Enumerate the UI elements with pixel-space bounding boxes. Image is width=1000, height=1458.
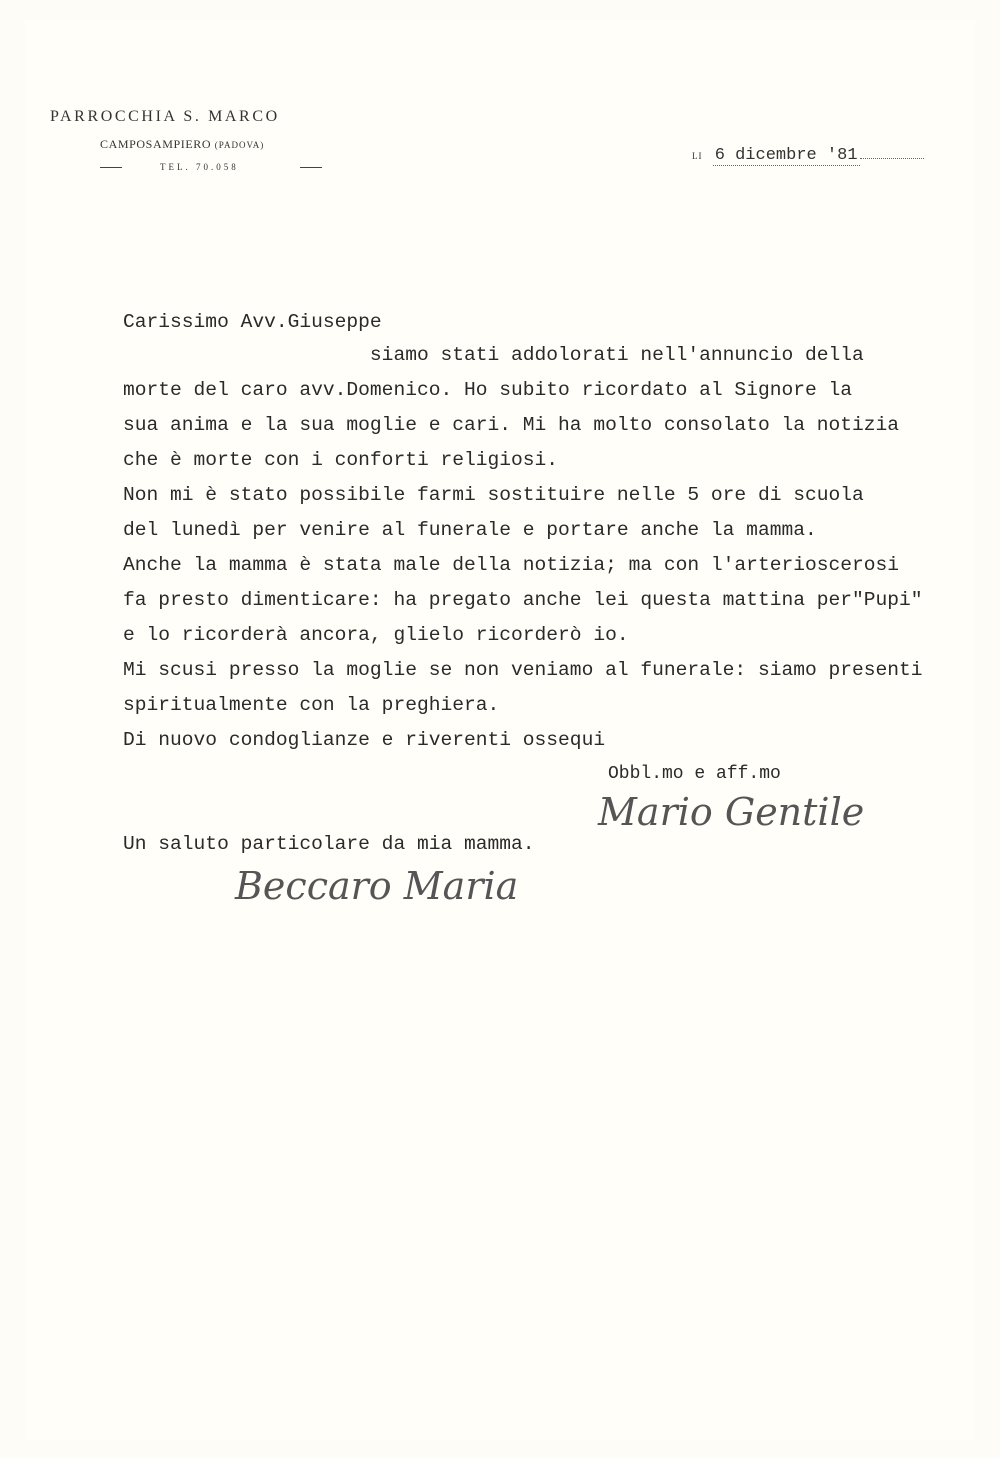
signature-mother: Beccaro Maria <box>235 864 519 908</box>
body-line: del lunedì per venire al funerale e portare anche la mamma. <box>123 519 817 541</box>
letterhead-town-name: CAMPOSAMPIERO <box>100 137 212 151</box>
letterhead-name: PARROCCHIA S. MARCO <box>50 108 280 125</box>
date-value: 6 dicembre '81 <box>714 146 858 165</box>
divider <box>100 167 122 168</box>
body-line: spiritualmente con la preghiera. <box>123 694 500 716</box>
letterhead-province: (PADOVA) <box>214 140 265 150</box>
body-line: morte del caro avv.Domenico. Ho subito ricordato al Signore la <box>123 379 853 401</box>
letterhead-town <box>100 137 264 152</box>
body-line: Non mi è stato possibile farmi sostituire nelle 5 ore di scuola <box>123 484 864 506</box>
letterhead-tel: TEL. 70.058 <box>160 162 239 172</box>
body-line: e lo ricorderà ancora, glielo ricorderò io. <box>123 624 629 646</box>
postscript: Un saluto particolare da mia mamma. <box>123 833 535 855</box>
body-line: Di nuovo condoglianze e riverenti ossequi <box>123 729 606 751</box>
body-line: fa presto dimenticare: ha pregato anche lei questa mattina per"Pupi" <box>123 589 923 611</box>
body-line: che è morte con i conforti religiosi. <box>123 449 559 471</box>
closing: Obbl.mo e aff.mo <box>608 764 781 784</box>
letter-date <box>692 146 924 165</box>
date-prefix: LI <box>692 151 703 161</box>
divider <box>300 167 322 168</box>
body-line: Anche la mamma è stata male della notizia; ma con l'arterioscerosi <box>123 554 900 576</box>
body-line: siamo stati addolorati nell'annuncio della <box>123 344 864 366</box>
signature-priest: Mario Gentile <box>598 790 865 834</box>
body-line: sua anima e la sua moglie e cari. Mi ha molto consolato la notizia <box>123 414 900 436</box>
body-line: Mi scusi presso la moglie se non veniamo al funerale: siamo presenti <box>123 659 923 681</box>
salutation: Carissimo Avv.Giuseppe <box>123 311 382 333</box>
